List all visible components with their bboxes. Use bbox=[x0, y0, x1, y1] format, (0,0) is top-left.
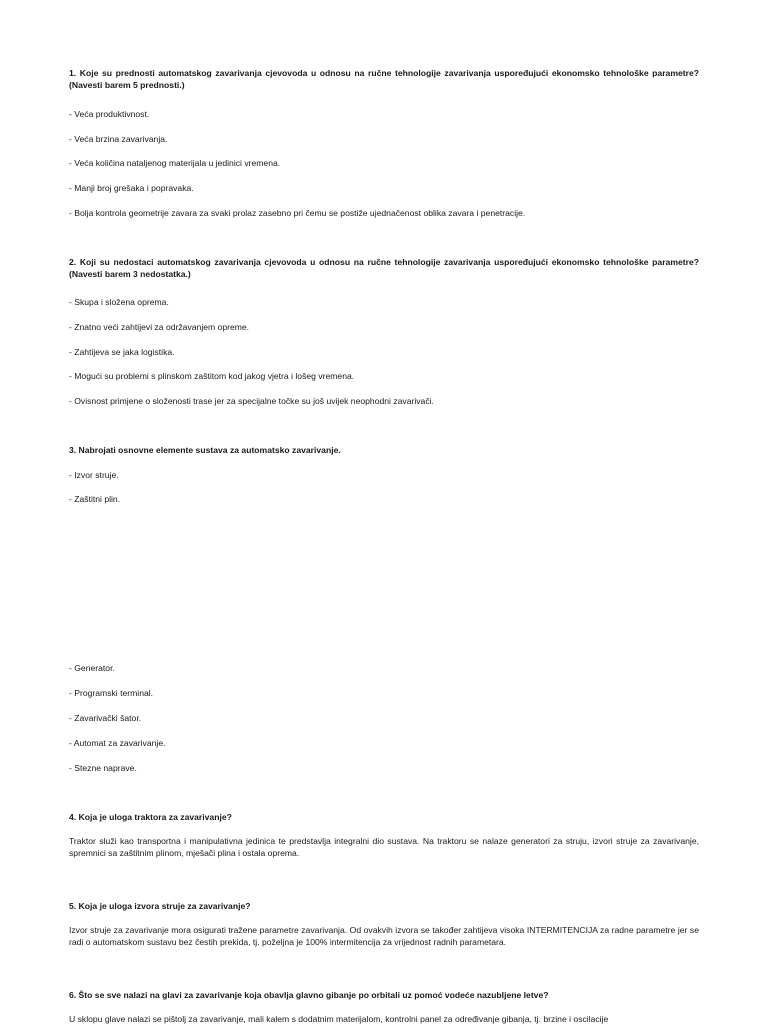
question-6: 6. Što se sve nalazi na glavi za zavarivanje koja obavlja glavno gibanje po orbitali uz pomoć vodeće nazubljene letve? bbox=[69, 990, 549, 1000]
list-item: - Zaštitni plin. bbox=[69, 494, 121, 504]
list-item: - Veća produktivnost. bbox=[69, 109, 150, 119]
list-item: - Manji broj grešaka i popravaka. bbox=[69, 183, 194, 193]
list-item: - Bolja kontrola geometrije zavara za svaki prolaz zasebno pri čemu se postiže ujednačenost oblika zavara i penetracije. bbox=[69, 208, 526, 218]
list-item: - Izvor struje. bbox=[69, 470, 119, 480]
list-item: - Generator. bbox=[69, 663, 115, 673]
question-4: 4. Koja je uloga traktora za zavarivanje? bbox=[69, 812, 232, 822]
question-1: 1. Koje su prednosti automatskog zavarivanja cjevovoda u odnosu na ručne tehnologije zavarivanja uspoređujući ekonomsko tehnološke parametre? (Navesti barem 5 prednosti.) bbox=[69, 68, 699, 91]
question-2: 2. Koji su nedostaci automatskog zavarivanja cjevovoda u odnosu na ručne tehnologije zavarivanja uspoređujući ekonomsko tehnološke parametre? (Navesti barem 3 nedostatka.) bbox=[69, 257, 699, 280]
list-item: - Mogući su problemi s plinskom zaštitom kod jakog vjetra i lošeg vremena. bbox=[69, 371, 355, 381]
list-item: - Veća brzina zavarivanja. bbox=[69, 134, 168, 144]
list-item: - Ovisnost primjene o složenosti trase jer za specijalne točke su još uvijek neophodni zavarivači. bbox=[69, 396, 434, 406]
answer-6: U sklopu glave nalazi se pištolj za zavarivanje, mali kalem s dodatnim materijalom, kontrolni panel za određivanje gibanja, tj. brzine i oscilacije bbox=[69, 1014, 609, 1024]
list-item: - Skupa i složena oprema. bbox=[69, 297, 169, 307]
list-item: - Automat za zavarivanje. bbox=[69, 738, 166, 748]
list-item: - Zavarivački šator. bbox=[69, 713, 142, 723]
answer-5: Izvor struje za zavarivanje mora osigurati tražene parametre zavarivanja. Od ovakvih izvora se također zahtijeva visoka INTERMITENCIJA za radne parametre jer se radi o automatskom sustavu bez čestih prekida, tj. poželjna je 100% intermitencija za vrijednost radnih parametara. bbox=[69, 925, 699, 948]
list-item: - Zahtijeva se jaka logistika. bbox=[69, 347, 175, 357]
list-item: - Stezne naprave. bbox=[69, 763, 137, 773]
list-item: - Veća količina nataljenog materijala u jedinici vremena. bbox=[69, 158, 281, 168]
answer-4: Traktor služi kao transportna i manipulativna jedinica te predstavlja integralni dio sustava. Na traktoru se nalaze generatori za struju, izvori struje za zavarivanje, spremnici sa zaštitnim plinom, mješači plina i ostala oprema. bbox=[69, 836, 699, 859]
list-item: - Programski terminal. bbox=[69, 688, 154, 698]
list-item: - Znatno veći zahtijevi za održavanjem opreme. bbox=[69, 322, 250, 332]
question-5: 5. Koja je uloga izvora struje za zavarivanje? bbox=[69, 901, 251, 911]
question-3: 3. Nabrojati osnovne elemente sustava za automatsko zavarivanje. bbox=[69, 445, 341, 455]
